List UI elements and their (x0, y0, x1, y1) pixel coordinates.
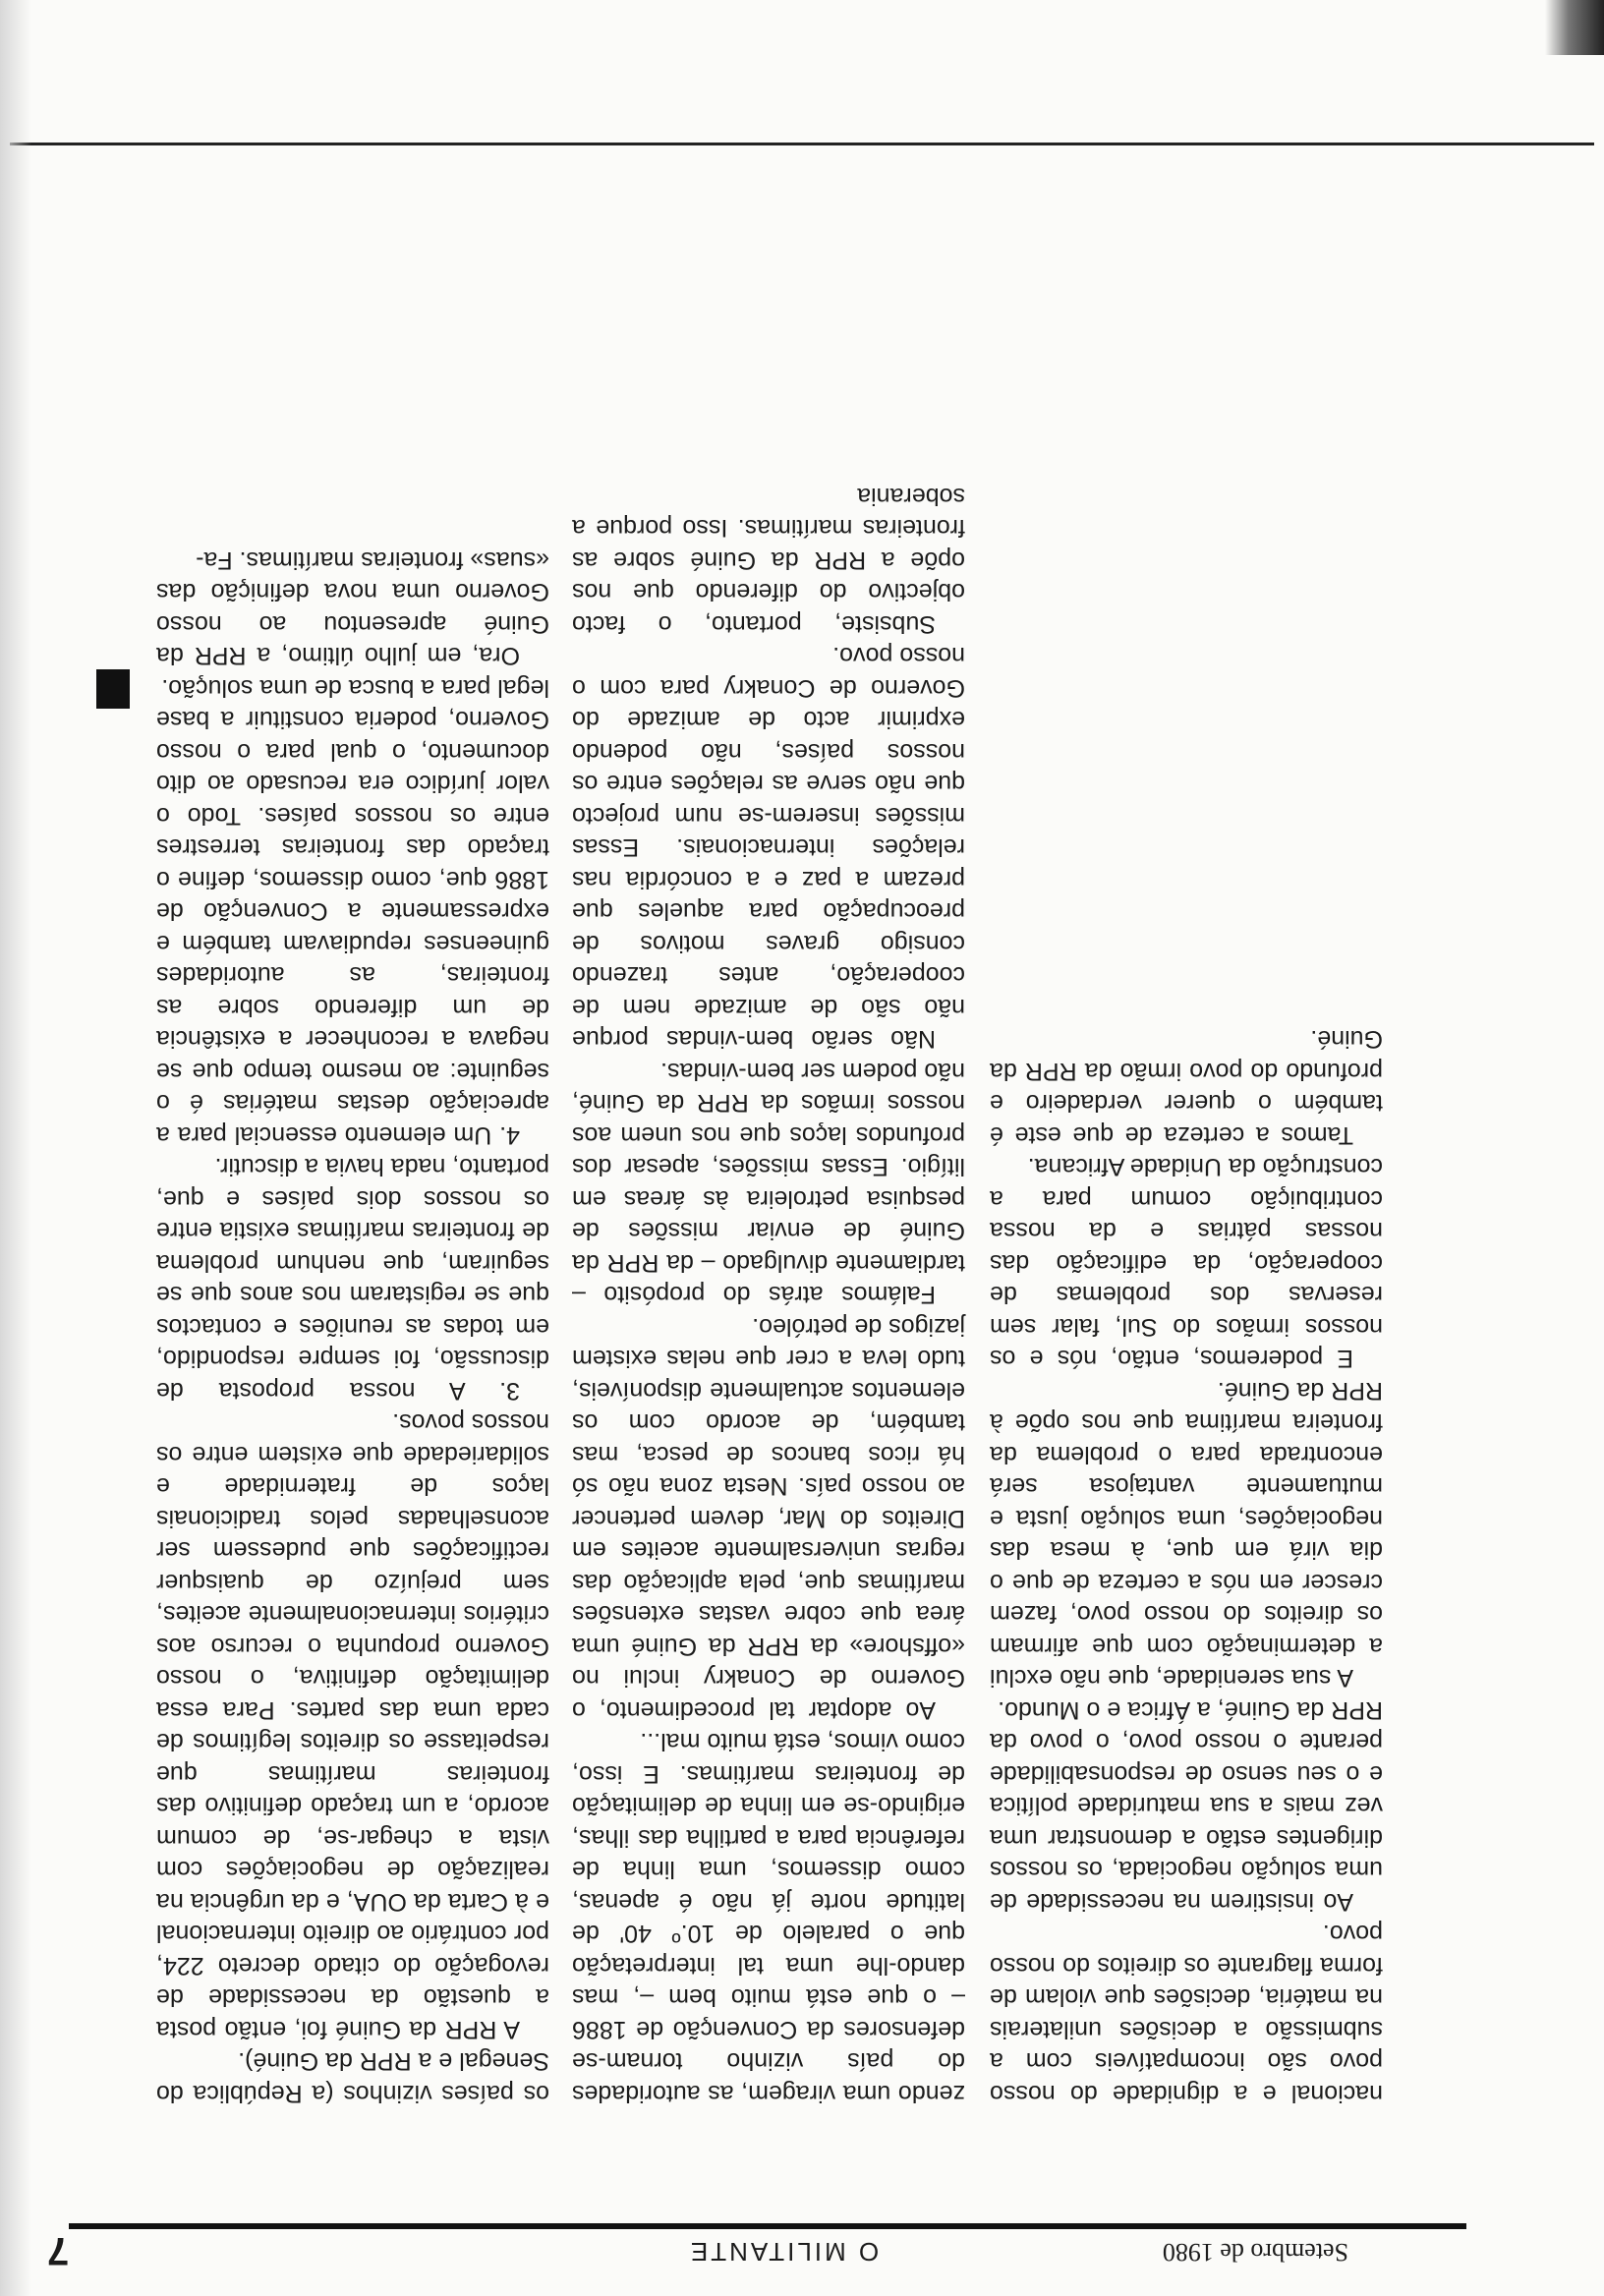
page-footer (0, 2208, 1604, 2296)
paragraph: Subsiste, portanto, o facto objectivo do diferendo que nos opõe a RPR da Guiné sobre as fronteiras marítimas. Isso porque a soberania (572, 483, 965, 638)
paragraph: E poderemos, então, nós e os nossos irmãos do Sul, falar sem reservas dos problemas de cooperação, da edificação das nossas pátrias e da nossa contribuição comum para a construção da Unidade Africana. (990, 1153, 1383, 1373)
paragraph: nacional e a dignidade do nosso povo são incompatíveis com a submissão a decisões unilaterais na matéria, decisões que violam de forma flagrante os direitos do nosso povo. (990, 1920, 1383, 2107)
paragraph: Ao adoptar tal procedimento, o Governo de Conakry inclui no «offshore» da RPR da Guiné uma área que cobre vastas extensões marítimas que, pela aplicação das regras universalmente aceites em Direitos do Mar, devem pertencer ao nosso país. Nesta zona não só há ricos bancos de pesca, mas também, de acordo com os elementos actualmente disponíveis, tudo leva a crer que nelas existem jazigos de petróleo. (572, 1313, 965, 1724)
paragraph: Falámos atrás do propósito – tardiamente divulgado – da RPR da Guiné de enviar missões de pesquisa petroleira às áreas em litígio. Essas missões, apesar dos profundos laços que nos unem aos nossos irmãos da RPR da Guiné, não podem ser bem-vindas. (572, 1058, 965, 1309)
paragraph: 4. Um elemento essencial para a apreciação destas matérias é o seguinte: ao mesmo tempo que se negava a reconhecer a existência de um diferendo sobre as fronteiras, as autoridades guineenses repudiavam também e expressamente a Convenção de 1886 que, como dissemos, define o traçado das fronteiras terrestres entre os nossos países. Todo o valor jurídico era recusado ao dito documento, o qual para o nosso Governo, poderia constituir a base legal para a busca de uma solução. (156, 674, 549, 1149)
top-margin-rule (10, 143, 1594, 145)
article-end-mark (96, 669, 130, 709)
paragraph: Ora, em julho último, a RPR da Guiné apresentou ao nosso Governo uma nova definição das «suas» fronteiras marítimas. Fa- (156, 546, 549, 670)
issue-date: Setembro de 1980 (1162, 2238, 1348, 2267)
text-column-3 (990, 1023, 1383, 2109)
paragraph: Tamos a certeza de que este é também o querer verdadeiro e profundo do povo irmão da RPR da Guiné. (990, 1025, 1383, 1149)
scan-edge-fade (0, 0, 31, 2296)
paragraph: os países vizinhos (a República do Senegal e a RPR da Guiné). (156, 2047, 549, 2107)
text-column-2 (572, 481, 965, 2110)
publication-name: O MILITANTE (687, 2237, 880, 2267)
paragraph: zendo uma viragem, as autoridades do país vizinho tornam-se defensores da Convenção de 1886 – o que está muito bem –, mas dando-lhe uma tal interpretação que o paralelo de 10.º 40' de latitude norte já não é apenas, como dissemos, uma linha de referência para a partilha das ilhas, erigindo-se em linha de delimitação de fronteiras marítimas. E isso, como vimos, está muito mal... (572, 1728, 965, 2107)
page-number: 7 (47, 2229, 70, 2272)
footer-rule (69, 2223, 1466, 2229)
text-column-1 (156, 545, 549, 2110)
paragraph: A sua serenidade, que não exclui a determinação com que afirmam os direitos do nosso povo, fazem crescer em nós a certeza de que o dia virá em que, à mesa das negociações, uma solução justa e mutuamente vantajosa será encontrada para o problema da fronteira marítima que nos opõe à RPR da Guiné. (990, 1377, 1383, 1693)
paragraph: Não serão bem-vindas porque não são de amizade nem de cooperação, antes trazendo consigo graves motivos de preocupação para aqueles que prezam a paz e a concórdia nas relações internacionais. Essas missões inserem-se num projecto que não serve as relações entre os nossos países, não podendo exprimir acto de amizade do Governo de Conakry para com o nosso povo. (572, 642, 965, 1054)
paragraph: Ao insistirem na necessidade de uma solução negociada, os nossos dirigentes estão a demonstrar uma vez mais a sua maturidade política e o seu senso de responsabilidade perante o nosso povo, o povo da RPR da Guiné, a África e o Mundo. (990, 1696, 1383, 1916)
paragraph: A RPR da Guiné foi, então posta a questão da necessidade de revogação do citado decreto 224, por contrário ao direito internacional e à Carta da OUA, e da urgência na realização de negociações com vista a chegar-se, de comum acordo, a um traçado definitivo das fronteiras marítimas que respeitasse os direitos legítimos de cada uma das partes. Para essa delimitação definitiva, o nosso Governo propunha o recurso aos critérios internacionalmente aceites, sem prejuízo de quaisquer rectificações que pudessem ser aconselhadas pelos tradicionais laços de fraternidade e solidariedade que existem entre os nossos povos. (156, 1408, 549, 2043)
paragraph: 3. A nossa proposta de discussão, foi sempre respondido, em todas as reuniões e contactos que se registaram nos anos que se seguiram, que nenhum problema de fronteiras marítimas existia entre os nossos dois países e que, portanto, nada havia a discutir. (156, 1153, 549, 1405)
scan-edge-shadow (1545, 0, 1604, 55)
